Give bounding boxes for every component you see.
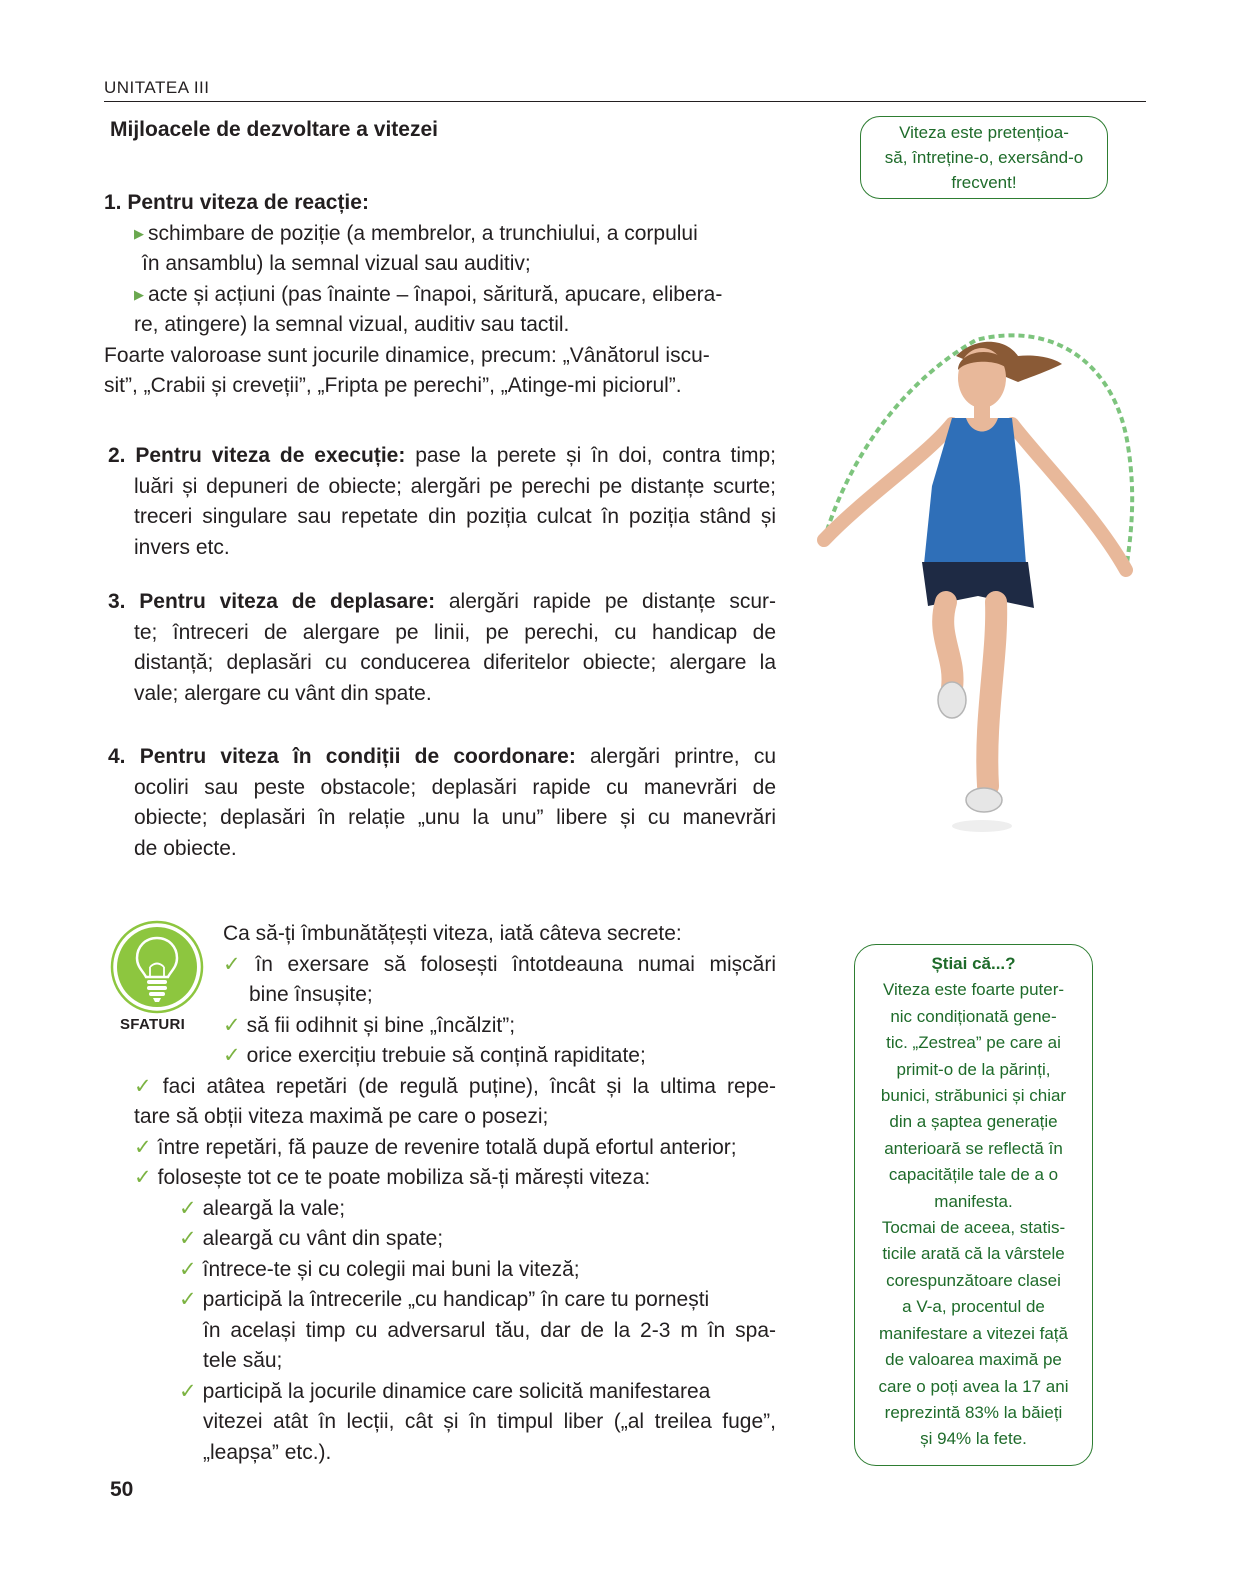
advice-text: orice exercițiu trebuie să conțină rapiditate; (246, 1044, 646, 1067)
page-title: Mijloacele de dezvoltare a vitezei (110, 118, 438, 141)
checkmark-icon: ✓ (179, 1257, 197, 1281)
advice-subitem (134, 1255, 776, 1286)
advice-text-continued: vitezei atât în lecții, cât și în timpul liber („al treilea fuge”, (203, 1410, 776, 1433)
header-rule (104, 101, 1146, 102)
bullet-text: schimbare de poziție (a membrelor, a trunchiului, a corpului (148, 221, 698, 245)
did-you-know-line: manifestare a vitezei față (879, 1323, 1068, 1343)
advice-item (134, 1133, 776, 1164)
advice-text: participă la jocurile dinamice care solicită manifestarea (202, 1379, 711, 1403)
paragraph-line (108, 441, 776, 472)
paragraph-line: ocoliri sau peste obstacole; deplasări rapide cu manevrări de (134, 775, 776, 799)
did-you-know-line: primit-o de la părinți, (896, 1059, 1051, 1079)
did-you-know-line: reprezintă 83% la băieți (884, 1402, 1063, 1422)
did-you-know-line: nic condiționată gene- (890, 1006, 1057, 1026)
did-you-know-line: de valoarea maximă pe (885, 1350, 1062, 1370)
paragraph-line: obiecte; deplasări în relație „unu la unu” libere și cu manevrări (134, 806, 776, 829)
checkmark-icon: ✓ (223, 1013, 241, 1037)
advice-subitem (134, 1377, 776, 1408)
advice-text: aleargă cu vânt din spate; (202, 1227, 444, 1250)
advice-text-continued: „leapșa” etc.). (203, 1440, 332, 1464)
section-heading: 1. Pentru viteza de reacție: (104, 191, 369, 214)
tip-line: să, întreține-o, exersând-o (884, 148, 1084, 167)
did-you-know-line: Viteza este foarte puter- (882, 980, 1065, 1000)
checkmark-icon: ✓ (179, 1288, 197, 1311)
advice-subitem (134, 1285, 776, 1316)
checkmark-icon: ✓ (179, 1196, 197, 1220)
triangle-bullet-icon: ▶ (134, 286, 144, 302)
jump-rope-girl-photo (806, 326, 1146, 848)
paragraph-line: vale; alergare cu vânt din spate. (134, 681, 432, 705)
did-you-know-box (854, 944, 1093, 1466)
page-number: 50 (110, 1478, 134, 1501)
bullet-text-continued: re, atingere) la semnal vizual, auditiv sau tactil. (134, 313, 570, 336)
section-movement (108, 587, 776, 709)
advice-item (134, 1041, 776, 1072)
triangle-bullet-icon: ▶ (134, 225, 144, 241)
did-you-know-line: ticile arată că la vârstele (882, 1244, 1065, 1264)
advice-subitem (134, 1224, 776, 1255)
advice-subitem (134, 1194, 776, 1225)
games-text: sit”, „Crabii și creveții”, „Fripta pe perechi”, „Atinge-mi piciorul”. (104, 374, 682, 397)
paragraph-line: luări și depuneri de obiecte; alergări pe perechi pe distanțe scurte; (134, 474, 776, 498)
section-heading: 3. Pentru viteza de deplasare: (108, 590, 436, 613)
tip-box (860, 116, 1108, 199)
checkmark-icon: ✓ (179, 1227, 197, 1250)
did-you-know-line: bunici, străbunici și chiar (880, 1086, 1067, 1106)
did-you-know-line: manifesta. (934, 1191, 1013, 1211)
section-text: alergări printre, cu (590, 745, 776, 768)
advice-label: SFATURI (120, 1016, 186, 1033)
advice-text: în exersare să folosești întotdeauna numai mișcări (255, 952, 776, 976)
paragraph-line (108, 742, 776, 773)
did-you-know-line: capacitățile tale de a o (888, 1165, 1059, 1185)
advice-text-continued: tare să obții viteza maximă pe care o posezi; (134, 1105, 549, 1128)
paragraph-line: te; întreceri de alergare pe linii, pe perechi, cu handicap de (134, 620, 776, 644)
did-you-know-line: a V-a, procentul de (902, 1297, 1045, 1317)
advice-text-continued: în același timp cu adversarul tău, dar de la 2-3 m în spa- (203, 1318, 776, 1342)
checkmark-icon: ✓ (134, 1135, 152, 1159)
did-you-know-line: din a șaptea generație (889, 1112, 1058, 1132)
section-heading: 2. Pentru viteza de execuție: (108, 444, 406, 467)
advice-intro: Ca să-ți îmbunătățești viteza, iată câteva secrete: (223, 922, 682, 945)
advice-text: participă la întrecerile „cu handicap” în care tu pornești (202, 1288, 710, 1311)
did-you-know-line: corespunzătoare clasei (886, 1270, 1061, 1290)
bullet-item (104, 219, 776, 250)
advice-item (134, 1011, 776, 1042)
checkmark-icon: ✓ (134, 1074, 157, 1098)
bullet-text-continued: în ansamblu) la semnal vizual sau auditiv; (142, 252, 531, 275)
checkmark-icon: ✓ (223, 1044, 241, 1067)
section-heading: 4. Pentru viteza în condiții de coordonare: (108, 745, 576, 768)
section-execution (108, 441, 776, 563)
did-you-know-title: Știai că...? (931, 954, 1016, 973)
bullet-item (104, 280, 776, 311)
paragraph-line (108, 587, 776, 618)
section-reaction (104, 188, 776, 402)
advice-text: faci atâtea repetări (de regulă puține), încât și la ultima repe- (162, 1074, 776, 1098)
unit-header: UNITATEA III (104, 78, 210, 97)
advice-text: între repetări, fă pauze de revenire totală după efortul anterior; (157, 1135, 737, 1159)
advice-text: aleargă la vale; (202, 1196, 346, 1220)
section-text: pase la perete și în doi, contra timp; (415, 444, 776, 467)
games-text: Foarte valoroase sunt jocurile dinamice, precum: „Vânătorul iscu- (104, 343, 710, 367)
section-coordination (108, 742, 776, 864)
section-text: alergări rapide pe distanțe scur- (448, 590, 776, 613)
bullet-text: acte și acțiuni (pas înainte – înapoi, săritură, apucare, elibera- (148, 282, 723, 306)
checkmark-icon: ✓ (179, 1379, 197, 1403)
paragraph-line: invers etc. (134, 535, 230, 559)
did-you-know-line: care o poți avea la 17 ani (878, 1376, 1069, 1396)
advice-text: folosește tot ce te poate mobiliza să-ți mărești viteza: (157, 1166, 651, 1189)
checkmark-icon: ✓ (134, 1166, 152, 1189)
advice-list (134, 919, 776, 1468)
advice-item (134, 1072, 776, 1103)
paragraph-line: de obiecte. (134, 836, 237, 860)
advice-item (134, 950, 776, 981)
tip-line: Viteza este pretențioa- (899, 123, 1069, 142)
did-you-know-line: tic. „Zestrea” pe care ai (886, 1033, 1061, 1053)
tip-line: frecvent! (951, 173, 1017, 192)
advice-text-continued: bine însușite; (249, 983, 373, 1006)
paragraph-line: distanță; deplasări cu conducerea diferitelor obiecte; alergare la (134, 651, 776, 674)
paragraph-line: treceri singulare sau repetate din poziția culcat în poziția stând și (134, 505, 776, 528)
did-you-know-line: anterioară se reflectă în (884, 1138, 1063, 1158)
advice-item (134, 1163, 776, 1194)
advice-text: să fii odihnit și bine „încălzit”; (246, 1013, 516, 1037)
advice-text: întrece-te și cu colegii mai buni la viteză; (202, 1257, 580, 1281)
did-you-know-line: și 94% la fete. (920, 1429, 1027, 1449)
checkmark-icon: ✓ (223, 952, 250, 976)
did-you-know-line: Tocmai de aceea, statis- (881, 1218, 1066, 1238)
advice-text-continued: tele său; (203, 1349, 283, 1372)
